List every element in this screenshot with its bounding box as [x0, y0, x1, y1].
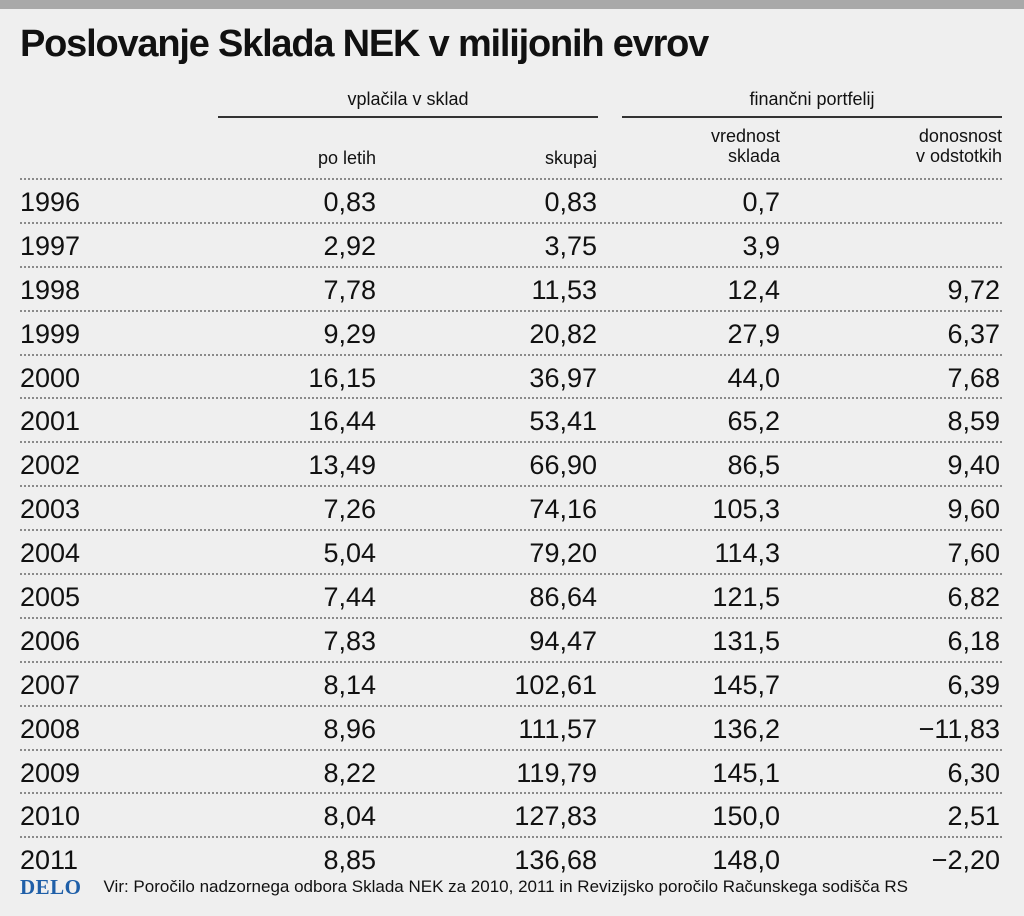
cell-donosnost: 8,59 [947, 406, 1000, 437]
cell-skupaj: 0,83 [544, 187, 597, 217]
cell-year: 1999 [20, 318, 81, 349]
column-header-vrednost-line1: vrednost [710, 126, 780, 146]
table-row [20, 749, 1002, 793]
table-row [20, 354, 1002, 398]
cell-po-letih: 2,92 [323, 230, 376, 261]
table-row [20, 266, 1002, 310]
cell-vrednost-sklada: 148,0 [712, 845, 780, 876]
cell-donosnost: 6,30 [947, 757, 1000, 788]
table-row [20, 485, 1002, 529]
cell-year: 2010 [20, 801, 81, 832]
column-header-donosnost [916, 126, 1002, 166]
cell-year: 1996 [20, 187, 81, 217]
cell-po-letih: 7,83 [323, 625, 376, 656]
cell-vrednost-sklada: 114,3 [714, 538, 780, 569]
cell-skupaj: 102,61 [514, 669, 597, 700]
cell-year: 1998 [20, 274, 81, 305]
group-header-portfelj: finančni portfelij [622, 86, 1002, 118]
cell-skupaj: 119,79 [516, 757, 597, 788]
cell-year: 2003 [20, 494, 81, 525]
table-row [20, 222, 1002, 266]
cell-donosnost: 6,18 [947, 625, 1000, 656]
cell-po-letih: 8,96 [323, 713, 376, 744]
cell-skupaj: 66,90 [529, 450, 597, 481]
cell-donosnost: 9,72 [947, 274, 1000, 305]
cell-year: 2002 [20, 450, 81, 481]
cell-year: 2008 [20, 713, 81, 744]
cell-skupaj: 20,82 [529, 318, 597, 349]
cell-po-letih: 0,83 [323, 187, 376, 217]
column-header-donosnost-line1: donosnost [918, 126, 1002, 146]
cell-donosnost: −11,83 [918, 713, 1000, 744]
cell-donosnost: 9,40 [947, 450, 1000, 481]
cell-skupaj: 3,75 [544, 230, 597, 261]
cell-skupaj: 136,68 [514, 845, 597, 876]
table-row [20, 573, 1002, 617]
cell-vrednost-sklada: 27,9 [727, 318, 780, 349]
cell-skupaj: 36,97 [529, 362, 597, 393]
cell-year: 1997 [20, 230, 81, 261]
cell-po-letih: 8,14 [323, 669, 376, 700]
cell-donosnost: 6,82 [947, 582, 1000, 613]
cell-year: 2006 [20, 625, 81, 656]
cell-year: 2001 [20, 406, 81, 437]
cell-year: 2000 [20, 362, 81, 393]
cell-vrednost-sklada: 86,5 [727, 450, 780, 481]
cell-po-letih: 8,85 [323, 845, 376, 876]
cell-vrednost-sklada: 3,9 [742, 230, 780, 261]
cell-vrednost-sklada: 121,5 [712, 582, 780, 613]
cell-skupaj: 79,20 [529, 538, 597, 569]
cell-skupaj: 11,53 [531, 274, 597, 305]
cell-po-letih: 7,78 [323, 274, 376, 305]
cell-po-letih: 16,44 [308, 406, 376, 437]
cell-donosnost: 6,39 [947, 669, 1000, 700]
cell-vrednost-sklada: 0,7 [742, 187, 780, 217]
cell-donosnost: 9,60 [947, 494, 1000, 525]
cell-year: 2007 [20, 669, 81, 700]
table-row [20, 441, 1002, 485]
column-header-vrednost [711, 126, 780, 166]
cell-skupaj: 86,64 [529, 582, 597, 613]
cell-vrednost-sklada: 105,3 [712, 494, 780, 525]
cell-donosnost: −2,20 [931, 845, 1000, 876]
cell-donosnost: 7,68 [947, 362, 1000, 393]
cell-donosnost: 6,37 [947, 318, 1000, 349]
cell-vrednost-sklada: 12,4 [727, 274, 780, 305]
cell-donosnost: 7,60 [947, 538, 1000, 569]
cell-po-letih: 8,22 [323, 757, 376, 788]
cell-po-letih: 16,15 [308, 362, 376, 393]
cell-vrednost-sklada: 65,2 [727, 406, 780, 437]
cell-skupaj: 53,41 [529, 406, 597, 437]
table-title: Poslovanje Sklada NEK v milijonih evrov [20, 23, 709, 65]
table-row [20, 178, 1002, 222]
table-row [20, 705, 1002, 749]
cell-skupaj: 74,16 [529, 494, 597, 525]
cell-vrednost-sklada: 131,5 [712, 625, 780, 656]
table-row [20, 617, 1002, 661]
data-table-body [20, 178, 1002, 880]
cell-po-letih: 7,44 [323, 582, 376, 613]
table-row [20, 661, 1002, 705]
cell-year: 2009 [20, 757, 81, 788]
cell-po-letih: 7,26 [323, 494, 376, 525]
top-bar [0, 0, 1024, 9]
cell-donosnost: 2,51 [947, 801, 1000, 832]
table-row [20, 397, 1002, 441]
cell-vrednost-sklada: 136,2 [712, 713, 780, 744]
cell-skupaj: 111,57 [518, 713, 597, 744]
cell-year: 2005 [20, 582, 81, 613]
cell-po-letih: 5,04 [323, 538, 376, 569]
source-note: Vir: Poročilo nadzornega odbora Sklada NEK za 2010, 2011 in Revizijsko poročilo Računskega sodišča RS [103, 877, 909, 896]
cell-vrednost-sklada: 145,1 [712, 757, 780, 788]
table-row [20, 310, 1002, 354]
column-header-vrednost-line2: sklada [727, 146, 780, 166]
cell-year: 2011 [20, 845, 79, 876]
cell-vrednost-sklada: 150,0 [712, 801, 780, 832]
cell-po-letih: 8,04 [323, 801, 376, 832]
cell-vrednost-sklada: 145,7 [712, 669, 780, 700]
column-header-po-letih: po letih [317, 148, 376, 168]
column-header-skupaj: skupaj [544, 148, 597, 168]
group-header-vplacila: vplačila v sklad [218, 86, 598, 118]
cell-vrednost-sklada: 44,0 [727, 362, 780, 393]
cell-skupaj: 94,47 [529, 625, 597, 656]
cell-po-letih: 13,49 [308, 450, 376, 481]
cell-po-letih: 9,29 [323, 318, 376, 349]
table-row [20, 529, 1002, 573]
delo-logo: DELO [20, 874, 82, 899]
cell-skupaj: 127,83 [514, 801, 597, 832]
table-row [20, 792, 1002, 836]
column-header-donosnost-line2: v odstotkih [915, 146, 1002, 166]
footer [20, 874, 908, 900]
cell-year: 2004 [20, 538, 81, 569]
